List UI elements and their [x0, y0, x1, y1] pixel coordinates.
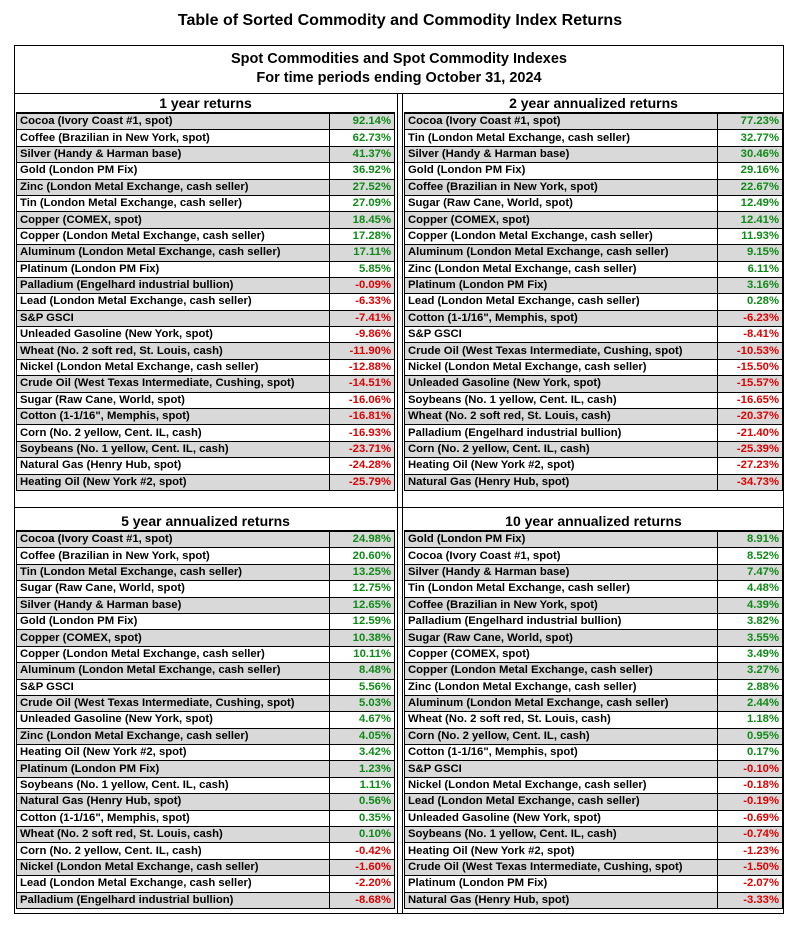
commodity-name: Zinc (London Metal Exchange, cash seller)	[405, 679, 718, 695]
commodity-name: Lead (London Metal Exchange, cash seller)	[405, 794, 718, 810]
table-row	[17, 163, 395, 179]
panel-title: 5 year annualized returns	[16, 512, 395, 531]
return-value: -16.06%	[330, 392, 395, 408]
return-value: 12.59%	[330, 613, 395, 629]
commodity-name: Copper (COMEX, spot)	[17, 212, 330, 228]
table-row	[405, 794, 783, 810]
return-value: 32.77%	[718, 130, 783, 146]
table-row	[17, 876, 395, 892]
commodity-name: Soybeans (No. 1 yellow, Cent. IL, cash)	[405, 827, 718, 843]
table-row	[17, 376, 395, 392]
return-value: 0.35%	[330, 810, 395, 826]
returns-table	[404, 113, 783, 491]
return-value: 77.23%	[718, 114, 783, 130]
commodity-name: Nickel (London Metal Exchange, cash seller)	[17, 359, 330, 375]
commodity-name: Sugar (Raw Cane, World, spot)	[405, 195, 718, 211]
table-row	[17, 146, 395, 162]
commodity-name: Coffee (Brazilian in New York, spot)	[405, 179, 718, 195]
table-row	[405, 597, 783, 613]
return-value: 3.49%	[718, 646, 783, 662]
commodity-name: Tin (London Metal Exchange, cash seller)	[405, 581, 718, 597]
commodity-name: Unleaded Gasoline (New York, spot)	[405, 376, 718, 392]
commodity-name: Wheat (No. 2 soft red, St. Louis, cash)	[405, 409, 718, 425]
commodity-name: Gold (London PM Fix)	[405, 532, 718, 548]
table-row	[405, 146, 783, 162]
commodity-name: Lead (London Metal Exchange, cash seller)	[17, 294, 330, 310]
return-value: -20.37%	[718, 409, 783, 425]
table-row	[17, 532, 395, 548]
return-value: 3.42%	[330, 745, 395, 761]
table-row	[17, 581, 395, 597]
table-row	[405, 810, 783, 826]
commodity-name: Copper (London Metal Exchange, cash seller)	[17, 646, 330, 662]
commodity-name: Zinc (London Metal Exchange, cash seller)	[17, 179, 330, 195]
header-line-1: Spot Commodities and Spot Commodity Indexes	[231, 51, 567, 67]
return-value: 36.92%	[330, 163, 395, 179]
commodity-name: Heating Oil (New York #2, spot)	[17, 474, 330, 490]
return-value: 8.91%	[718, 532, 783, 548]
return-value: 24.98%	[330, 532, 395, 548]
commodity-name: Unleaded Gasoline (New York, spot)	[17, 712, 330, 728]
commodity-name: S&P GSCI	[17, 679, 330, 695]
commodity-name: Corn (No. 2 yellow, Cent. IL, cash)	[405, 728, 718, 744]
commodity-name: Heating Oil (New York #2, spot)	[17, 745, 330, 761]
commodity-name: Silver (Handy & Harman base)	[405, 146, 718, 162]
return-value: 8.52%	[718, 548, 783, 564]
commodity-name: Copper (COMEX, spot)	[405, 646, 718, 662]
table-row	[405, 441, 783, 457]
return-value: -24.28%	[330, 458, 395, 474]
table-row	[405, 777, 783, 793]
commodity-name: Nickel (London Metal Exchange, cash seller)	[17, 859, 330, 875]
table-row	[17, 310, 395, 326]
return-value: 7.47%	[718, 564, 783, 580]
commodity-name: Wheat (No. 2 soft red, St. Louis, cash)	[17, 827, 330, 843]
return-value: 5.56%	[330, 679, 395, 695]
return-value: -16.93%	[330, 425, 395, 441]
table-row	[17, 827, 395, 843]
header-line-2: For time periods ending October 31, 2024	[256, 70, 542, 86]
panel-10-year	[404, 512, 783, 909]
return-value: -23.71%	[330, 441, 395, 457]
commodity-name: S&P GSCI	[405, 327, 718, 343]
return-value: 4.67%	[330, 712, 395, 728]
return-value: 29.16%	[718, 163, 783, 179]
return-value: 27.52%	[330, 179, 395, 195]
returns-table	[16, 113, 395, 491]
commodity-name: Palladium (Engelhard industrial bullion)	[17, 892, 330, 908]
commodity-name: Wheat (No. 2 soft red, St. Louis, cash)	[17, 343, 330, 359]
commodity-name: Natural Gas (Henry Hub, spot)	[17, 794, 330, 810]
return-value: -25.79%	[330, 474, 395, 490]
return-value: 30.46%	[718, 146, 783, 162]
return-value: 12.65%	[330, 597, 395, 613]
commodity-name: Platinum (London PM Fix)	[405, 876, 718, 892]
return-value: 9.15%	[718, 245, 783, 261]
return-value: -6.33%	[330, 294, 395, 310]
table-row	[17, 564, 395, 580]
commodity-name: Aluminum (London Metal Exchange, cash seller)	[17, 245, 330, 261]
panel-title: 1 year returns	[16, 94, 395, 113]
table-row	[17, 261, 395, 277]
table-row	[17, 630, 395, 646]
commodity-name: Copper (London Metal Exchange, cash seller)	[405, 663, 718, 679]
table-row	[17, 794, 395, 810]
table-row	[405, 458, 783, 474]
commodity-name: Copper (COMEX, spot)	[17, 630, 330, 646]
commodity-name: Platinum (London PM Fix)	[17, 261, 330, 277]
table-row	[405, 630, 783, 646]
table-row	[405, 532, 783, 548]
return-value: -16.81%	[330, 409, 395, 425]
table-row	[17, 548, 395, 564]
table-row	[17, 245, 395, 261]
commodity-name: Soybeans (No. 1 yellow, Cent. IL, cash)	[17, 777, 330, 793]
table-row	[405, 212, 783, 228]
table-row	[17, 810, 395, 826]
panel-2-year	[404, 94, 783, 491]
commodity-name: Nickel (London Metal Exchange, cash seller)	[405, 359, 718, 375]
commodity-name: Platinum (London PM Fix)	[405, 277, 718, 293]
table-row	[17, 212, 395, 228]
commodity-name: Zinc (London Metal Exchange, cash seller)	[405, 261, 718, 277]
commodity-name: Crude Oil (West Texas Intermediate, Cushing, spot)	[17, 376, 330, 392]
table-row	[405, 712, 783, 728]
table-row	[405, 425, 783, 441]
commodity-name: Crude Oil (West Texas Intermediate, Cushing, spot)	[405, 859, 718, 875]
return-value: 13.25%	[330, 564, 395, 580]
return-value: 0.56%	[330, 794, 395, 810]
commodity-name: Gold (London PM Fix)	[405, 163, 718, 179]
table-row	[405, 892, 783, 908]
commodity-name: Sugar (Raw Cane, World, spot)	[17, 392, 330, 408]
table-row	[405, 245, 783, 261]
table-row	[17, 728, 395, 744]
table-row	[405, 843, 783, 859]
commodity-name: Zinc (London Metal Exchange, cash seller)	[17, 728, 330, 744]
section-divider	[15, 507, 783, 508]
return-value: -2.20%	[330, 876, 395, 892]
table-row	[17, 114, 395, 130]
table-header	[15, 46, 783, 94]
commodity-name: Sugar (Raw Cane, World, spot)	[17, 581, 330, 597]
commodity-name: Coffee (Brazilian in New York, spot)	[17, 130, 330, 146]
return-value: 5.85%	[330, 261, 395, 277]
table-row	[17, 228, 395, 244]
table-row	[17, 474, 395, 490]
return-value: -10.53%	[718, 343, 783, 359]
table-row	[17, 679, 395, 695]
return-value: 3.82%	[718, 613, 783, 629]
table-row	[405, 261, 783, 277]
commodity-name: Unleaded Gasoline (New York, spot)	[405, 810, 718, 826]
return-value: -11.90%	[330, 343, 395, 359]
return-value: 3.27%	[718, 663, 783, 679]
commodity-name: Cotton (1-1/16", Memphis, spot)	[405, 745, 718, 761]
return-value: 10.38%	[330, 630, 395, 646]
return-value: 41.37%	[330, 146, 395, 162]
table-row	[17, 597, 395, 613]
commodity-name: Cotton (1-1/16", Memphis, spot)	[17, 409, 330, 425]
table-row	[17, 777, 395, 793]
table-row	[405, 646, 783, 662]
table-row	[17, 663, 395, 679]
commodity-name: Cocoa (Ivory Coast #1, spot)	[405, 548, 718, 564]
commodity-name: Silver (Handy & Harman base)	[17, 597, 330, 613]
table-row	[405, 695, 783, 711]
return-value: 62.73%	[330, 130, 395, 146]
table-row	[405, 376, 783, 392]
return-value: -0.18%	[718, 777, 783, 793]
table-row	[405, 679, 783, 695]
return-value: 11.93%	[718, 228, 783, 244]
return-value: 17.11%	[330, 245, 395, 261]
return-value: -2.07%	[718, 876, 783, 892]
commodity-name: Cotton (1-1/16", Memphis, spot)	[17, 810, 330, 826]
commodity-name: Soybeans (No. 1 yellow, Cent. IL, cash)	[17, 441, 330, 457]
commodity-name: Natural Gas (Henry Hub, spot)	[17, 458, 330, 474]
commodity-name: Aluminum (London Metal Exchange, cash seller)	[405, 245, 718, 261]
return-value: -0.10%	[718, 761, 783, 777]
table-row	[405, 613, 783, 629]
table-row	[405, 827, 783, 843]
table-row	[17, 392, 395, 408]
return-value: -3.33%	[718, 892, 783, 908]
table-row	[17, 409, 395, 425]
table-row	[405, 327, 783, 343]
return-value: 4.39%	[718, 597, 783, 613]
return-value: -7.41%	[330, 310, 395, 326]
table-row	[17, 859, 395, 875]
table-row	[405, 761, 783, 777]
return-value: 22.67%	[718, 179, 783, 195]
commodity-name: Cocoa (Ivory Coast #1, spot)	[17, 114, 330, 130]
return-value: 3.16%	[718, 277, 783, 293]
commodity-name: Coffee (Brazilian in New York, spot)	[17, 548, 330, 564]
table-row	[405, 114, 783, 130]
return-value: -1.60%	[330, 859, 395, 875]
commodity-name: Soybeans (No. 1 yellow, Cent. IL, cash)	[405, 392, 718, 408]
table-row	[405, 745, 783, 761]
return-value: 0.17%	[718, 745, 783, 761]
commodity-name: Gold (London PM Fix)	[17, 613, 330, 629]
return-value: -8.68%	[330, 892, 395, 908]
commodity-name: Palladium (Engelhard industrial bullion)	[405, 613, 718, 629]
commodity-name: Wheat (No. 2 soft red, St. Louis, cash)	[405, 712, 718, 728]
return-value: -0.69%	[718, 810, 783, 826]
return-value: 10.11%	[330, 646, 395, 662]
returns-frame	[14, 45, 784, 914]
table-row	[405, 663, 783, 679]
return-value: 1.23%	[330, 761, 395, 777]
return-value: -16.65%	[718, 392, 783, 408]
return-value: -8.41%	[718, 327, 783, 343]
return-value: -0.42%	[330, 843, 395, 859]
table-row	[405, 228, 783, 244]
table-row	[405, 728, 783, 744]
return-value: -12.88%	[330, 359, 395, 375]
table-row	[405, 392, 783, 408]
table-row	[17, 359, 395, 375]
returns-table	[404, 531, 783, 909]
table-row	[17, 843, 395, 859]
return-value: 3.55%	[718, 630, 783, 646]
commodity-name: Cocoa (Ivory Coast #1, spot)	[405, 114, 718, 130]
table-row	[17, 441, 395, 457]
commodity-name: Lead (London Metal Exchange, cash seller)	[17, 876, 330, 892]
table-row	[17, 343, 395, 359]
return-value: 4.05%	[330, 728, 395, 744]
panel-divider-top	[397, 94, 403, 507]
commodity-name: Corn (No. 2 yellow, Cent. IL, cash)	[405, 441, 718, 457]
commodity-name: Heating Oil (New York #2, spot)	[405, 458, 718, 474]
commodity-name: Crude Oil (West Texas Intermediate, Cushing, spot)	[405, 343, 718, 359]
commodity-name: Platinum (London PM Fix)	[17, 761, 330, 777]
return-value: -0.09%	[330, 277, 395, 293]
table-row	[405, 548, 783, 564]
commodity-name: Palladium (Engelhard industrial bullion)	[17, 277, 330, 293]
return-value: -9.86%	[330, 327, 395, 343]
return-value: 17.28%	[330, 228, 395, 244]
commodity-name: Coffee (Brazilian in New York, spot)	[405, 597, 718, 613]
table-row	[17, 646, 395, 662]
commodity-name: Heating Oil (New York #2, spot)	[405, 843, 718, 859]
return-value: -21.40%	[718, 425, 783, 441]
return-value: -0.74%	[718, 827, 783, 843]
return-value: -15.57%	[718, 376, 783, 392]
commodity-name: Silver (Handy & Harman base)	[17, 146, 330, 162]
return-value: -14.51%	[330, 376, 395, 392]
commodity-name: Tin (London Metal Exchange, cash seller)	[405, 130, 718, 146]
return-value: 18.45%	[330, 212, 395, 228]
commodity-name: Natural Gas (Henry Hub, spot)	[405, 892, 718, 908]
table-row	[17, 195, 395, 211]
commodity-name: Corn (No. 2 yellow, Cent. IL, cash)	[17, 425, 330, 441]
commodity-name: Copper (COMEX, spot)	[405, 212, 718, 228]
return-value: -15.50%	[718, 359, 783, 375]
commodity-name: Sugar (Raw Cane, World, spot)	[405, 630, 718, 646]
panel-divider-bottom	[397, 508, 403, 913]
return-value: 12.41%	[718, 212, 783, 228]
panel-title: 2 year annualized returns	[404, 94, 783, 113]
commodity-name: Crude Oil (West Texas Intermediate, Cushing, spot)	[17, 695, 330, 711]
panel-1-year	[16, 94, 395, 491]
table-row	[17, 294, 395, 310]
return-value: 12.75%	[330, 581, 395, 597]
table-row	[17, 277, 395, 293]
commodity-name: Aluminum (London Metal Exchange, cash seller)	[405, 695, 718, 711]
commodity-name: Silver (Handy & Harman base)	[405, 564, 718, 580]
table-row	[405, 859, 783, 875]
commodity-name: Nickel (London Metal Exchange, cash seller)	[405, 777, 718, 793]
return-value: 1.18%	[718, 712, 783, 728]
table-row	[405, 277, 783, 293]
return-value: 8.48%	[330, 663, 395, 679]
table-row	[17, 761, 395, 777]
table-row	[17, 745, 395, 761]
return-value: 12.49%	[718, 195, 783, 211]
commodity-name: Tin (London Metal Exchange, cash seller)	[17, 564, 330, 580]
table-row	[405, 343, 783, 359]
return-value: -6.23%	[718, 310, 783, 326]
table-row	[17, 712, 395, 728]
panel-title: 10 year annualized returns	[404, 512, 783, 531]
return-value: 6.11%	[718, 261, 783, 277]
commodity-name: Cocoa (Ivory Coast #1, spot)	[17, 532, 330, 548]
returns-table	[16, 531, 395, 909]
return-value: 0.28%	[718, 294, 783, 310]
table-row	[405, 130, 783, 146]
table-row	[17, 425, 395, 441]
commodity-name: Tin (London Metal Exchange, cash seller)	[17, 195, 330, 211]
table-row	[17, 695, 395, 711]
return-value: -27.23%	[718, 458, 783, 474]
return-value: 4.48%	[718, 581, 783, 597]
return-value: 1.11%	[330, 777, 395, 793]
commodity-name: Unleaded Gasoline (New York, spot)	[17, 327, 330, 343]
commodity-name: Copper (London Metal Exchange, cash seller)	[405, 228, 718, 244]
return-value: 5.03%	[330, 695, 395, 711]
commodity-name: Gold (London PM Fix)	[17, 163, 330, 179]
commodity-name: Copper (London Metal Exchange, cash seller)	[17, 228, 330, 244]
table-row	[405, 564, 783, 580]
table-row	[405, 359, 783, 375]
table-row	[17, 892, 395, 908]
panel-5-year	[16, 512, 395, 909]
commodity-name: Natural Gas (Henry Hub, spot)	[405, 474, 718, 490]
commodity-name: S&P GSCI	[405, 761, 718, 777]
table-row	[17, 130, 395, 146]
return-value: -1.23%	[718, 843, 783, 859]
table-row	[17, 327, 395, 343]
table-row	[405, 179, 783, 195]
page-title: Table of Sorted Commodity and Commodity Index Returns	[177, 12, 623, 29]
table-row	[405, 294, 783, 310]
commodity-name: Palladium (Engelhard industrial bullion)	[405, 425, 718, 441]
table-row	[17, 458, 395, 474]
return-value: -25.39%	[718, 441, 783, 457]
return-value: 20.60%	[330, 548, 395, 564]
return-value: 0.10%	[330, 827, 395, 843]
table-row	[405, 310, 783, 326]
commodity-name: Lead (London Metal Exchange, cash seller)	[405, 294, 718, 310]
table-row	[17, 179, 395, 195]
commodity-name: S&P GSCI	[17, 310, 330, 326]
return-value: -0.19%	[718, 794, 783, 810]
return-value: -1.50%	[718, 859, 783, 875]
table-row	[405, 163, 783, 179]
commodity-name: Cotton (1-1/16", Memphis, spot)	[405, 310, 718, 326]
table-row	[405, 876, 783, 892]
return-value: 92.14%	[330, 114, 395, 130]
return-value: 27.09%	[330, 195, 395, 211]
commodity-name: Aluminum (London Metal Exchange, cash seller)	[17, 663, 330, 679]
table-row	[405, 409, 783, 425]
return-value: 2.44%	[718, 695, 783, 711]
return-value: -34.73%	[718, 474, 783, 490]
return-value: 0.95%	[718, 728, 783, 744]
table-row	[405, 474, 783, 490]
commodity-name: Corn (No. 2 yellow, Cent. IL, cash)	[17, 843, 330, 859]
table-row	[405, 581, 783, 597]
return-value: 2.88%	[718, 679, 783, 695]
table-row	[405, 195, 783, 211]
table-row	[17, 613, 395, 629]
